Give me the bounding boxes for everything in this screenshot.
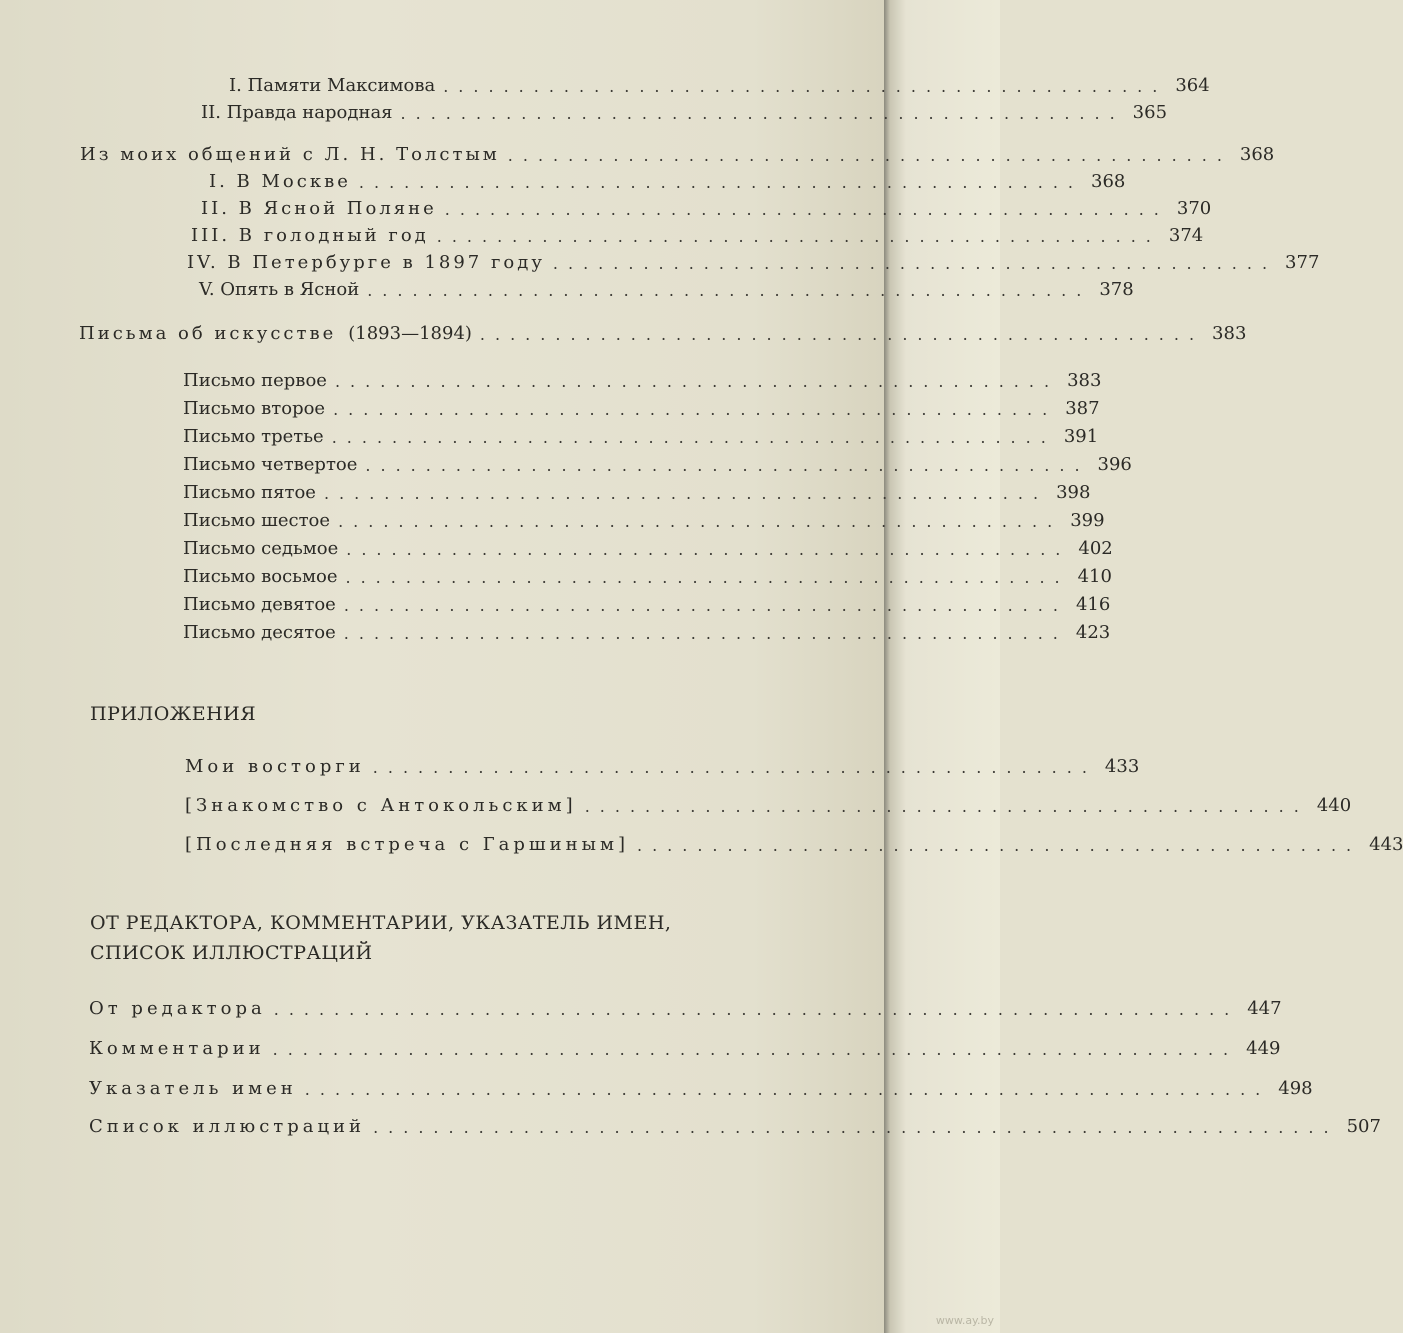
leader-dots: ................................................................ — [373, 1118, 1339, 1137]
toc-entry — [89, 1111, 1381, 1137]
leader-dots: ................................................ — [444, 200, 1169, 219]
toc-entry-page: 416 — [1075, 594, 1111, 615]
toc-entry-page: 383 — [1067, 370, 1102, 391]
leader-dots: ................................................ — [637, 836, 1362, 855]
toc-entry-page: 449 — [1246, 1038, 1281, 1059]
section-heading-editor-line2: СПИСОК ИЛЛЮСТРАЦИЙ — [90, 942, 373, 964]
toc-entry — [185, 790, 1352, 816]
toc-section-title-label: Из моих общений с Л. Н. Толстым — [80, 144, 500, 165]
leader-dots: ................................................ — [584, 797, 1309, 816]
toc-entry-label: Письмо четвертое — [183, 454, 358, 475]
toc-entry — [183, 505, 1105, 531]
watermark: www.ay.by — [935, 1314, 994, 1327]
toc-entry — [209, 166, 1126, 192]
toc-entry-page: 368 — [1239, 144, 1275, 165]
toc-entry-page: 423 — [1075, 622, 1111, 643]
toc-entry-page: 383 — [1212, 323, 1247, 344]
toc-entry-label: Указатель имен — [89, 1078, 297, 1099]
toc-entry-label: Письмо третье — [183, 426, 324, 447]
toc-entry-label: III. В голодный год — [191, 225, 429, 246]
toc-entry — [183, 393, 1100, 419]
section-heading-appendix: ПРИЛОЖЕНИЯ — [90, 703, 257, 725]
toc-entry — [89, 1033, 1281, 1059]
toc-entry — [187, 247, 1320, 273]
toc-entry — [183, 617, 1111, 643]
toc-section-title — [79, 318, 1247, 344]
toc-entry — [183, 477, 1091, 503]
toc-entry-page: 378 — [1099, 279, 1134, 300]
toc-entry-label: Письмо седьмое — [183, 538, 339, 559]
toc-entry — [89, 1073, 1313, 1099]
toc-section-title-label: Письма об искусстве — [79, 323, 337, 344]
leader-dots: ................................................................ — [272, 1040, 1239, 1059]
toc-entry — [185, 751, 1140, 777]
toc-entry — [229, 70, 1210, 96]
toc-entry-label: Письмо первое — [183, 370, 327, 391]
leader-dots: ................................................ — [365, 456, 1090, 475]
toc-entry-label: [Знакомство с Антокольским] — [185, 795, 577, 816]
toc-entry-page: 498 — [1278, 1078, 1313, 1099]
toc-entry-label: Письмо второе — [183, 398, 326, 419]
leader-dots: ................................................ — [334, 372, 1060, 391]
toc-entry-label: Письмо восьмое — [183, 566, 338, 587]
toc-entry-page: 365 — [1132, 102, 1168, 123]
leader-dots: ................................................ — [345, 568, 1070, 587]
toc-entry — [191, 220, 1204, 246]
toc-entry — [199, 274, 1134, 300]
leader-dots: ................................................ — [331, 428, 1056, 447]
leader-dots: ................................................ — [507, 146, 1232, 165]
leader-dots: ................................................ — [333, 400, 1058, 419]
toc-entry — [183, 561, 1112, 587]
toc-entry-label: [Последняя встреча с Гаршиным] — [185, 834, 629, 855]
toc-entry-label: IV. В Петербурге в 1897 году — [187, 252, 545, 273]
toc-entry-label: Письмо шестое — [183, 510, 331, 531]
toc-entry — [183, 533, 1113, 559]
toc-entry — [89, 993, 1282, 1019]
toc-entry-page: 399 — [1070, 510, 1105, 531]
toc-entry-page: 447 — [1247, 998, 1282, 1019]
toc-entry-label: Письмо пятое — [183, 482, 316, 503]
toc-entry-page: 410 — [1077, 566, 1112, 587]
toc-entry-label: Комментарии — [89, 1038, 265, 1059]
leader-dots: ................................................ — [372, 758, 1097, 777]
toc-section-years: (1893—1894) — [348, 323, 472, 344]
toc-entry-label: I. Памяти Максимова — [229, 75, 436, 96]
toc-entry-label: Письмо десятое — [183, 622, 336, 643]
leader-dots: ................................................................ — [304, 1080, 1271, 1099]
toc-entry-label: Список иллюстраций — [89, 1116, 366, 1137]
toc-entry — [201, 97, 1168, 123]
toc-entry-page: 370 — [1176, 198, 1212, 219]
leader-dots: ................................................ — [338, 512, 1063, 531]
leader-dots: ................................................ — [443, 77, 1168, 96]
leader-dots: ................................................................ — [273, 1000, 1240, 1019]
toc-entry — [183, 449, 1132, 475]
toc-entry-page: 364 — [1175, 75, 1210, 96]
toc-section-title — [80, 139, 1275, 165]
toc-entry-label: I. В Москве — [209, 171, 351, 192]
toc-entry — [183, 421, 1099, 447]
toc-entry-page: 368 — [1091, 171, 1126, 192]
toc-entry-page: 374 — [1168, 225, 1204, 246]
leader-dots: ................................................ — [552, 254, 1278, 273]
toc-entry-page: 377 — [1285, 252, 1320, 273]
toc-entry-label: Мои восторги — [185, 756, 365, 777]
section-heading-editor-line1: ОТ РЕДАКТОРА, КОММЕНТАРИИ, УКАЗАТЕЛЬ ИМЕН, — [90, 912, 672, 934]
toc-entry-page: 433 — [1104, 756, 1140, 777]
toc-entry — [183, 589, 1111, 615]
toc-entry-label: От редактора — [89, 998, 266, 1019]
toc-entry-page: 440 — [1316, 795, 1352, 816]
leader-dots: ................................................ — [436, 227, 1161, 246]
leader-dots: ................................................ — [479, 325, 1205, 344]
toc-entry-page: 391 — [1063, 426, 1099, 447]
toc-entry — [185, 829, 1403, 855]
toc-entry-page: 443 — [1369, 834, 1403, 855]
toc-entry-page: 402 — [1078, 538, 1113, 559]
leader-dots: ................................................ — [367, 281, 1092, 300]
leader-dots: ................................................ — [346, 540, 1071, 559]
leader-dots: ................................................ — [358, 173, 1084, 192]
leader-dots: ................................................ — [343, 596, 1068, 615]
toc-entry — [183, 365, 1102, 391]
toc-entry-label: V. Опять в Ясной — [199, 279, 360, 300]
toc-entry-label: II. В Ясной Поляне — [201, 198, 437, 219]
leader-dots: ................................................ — [400, 104, 1125, 123]
toc-entry — [201, 193, 1212, 219]
toc-entry-label: Письмо девятое — [183, 594, 336, 615]
toc-entry-page: 507 — [1346, 1116, 1381, 1137]
toc-entry-label: II. Правда народная — [201, 102, 393, 123]
toc-entry-page: 387 — [1065, 398, 1100, 419]
leader-dots: ................................................ — [323, 484, 1049, 503]
toc-entry-page: 398 — [1056, 482, 1091, 503]
toc-entry-page: 396 — [1097, 454, 1132, 475]
leader-dots: ................................................ — [343, 624, 1068, 643]
